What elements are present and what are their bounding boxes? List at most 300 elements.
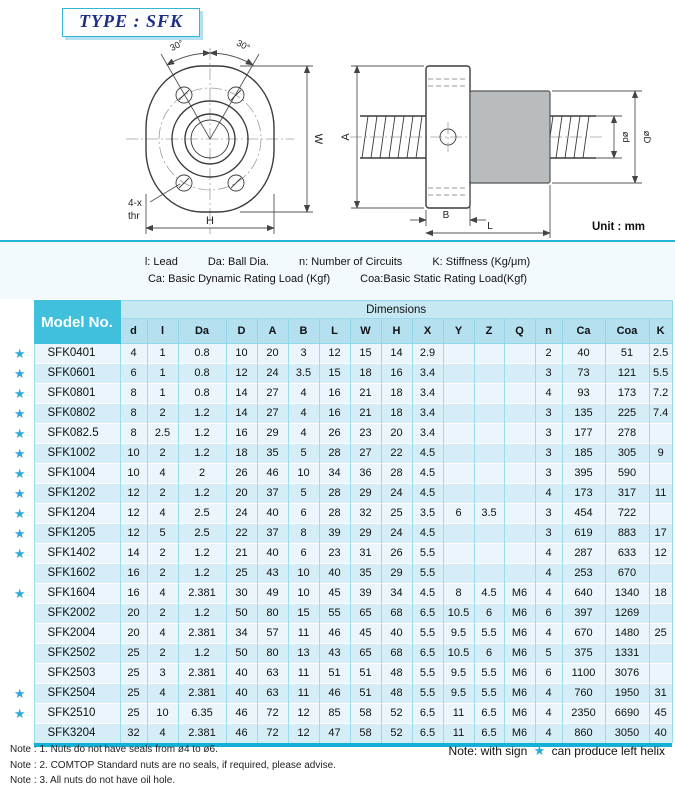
dimension-value: 8: [120, 424, 147, 444]
dimension-value: 24: [226, 504, 257, 524]
dimension-value: 633: [605, 544, 649, 564]
dimension-value: 2.381: [178, 724, 226, 744]
dimension-value: 1950: [605, 684, 649, 704]
dimension-value: 173: [605, 384, 649, 404]
dimension-value: 52: [381, 704, 412, 724]
dimension-value: 29: [381, 564, 412, 584]
table-row: [6, 484, 672, 504]
table-row: [6, 644, 672, 664]
h-dim-label: H: [206, 215, 214, 227]
dimension-value: 28: [381, 464, 412, 484]
dimension-value: [649, 504, 672, 524]
dimension-value: 1: [147, 344, 178, 364]
star-placeholder: [6, 604, 34, 624]
dimension-value: 3: [288, 344, 319, 364]
dimension-value: 20: [120, 604, 147, 624]
flange-front-view-drawing: [100, 34, 350, 239]
model-number: SFK1202: [34, 484, 120, 504]
dimension-value: 1480: [605, 624, 649, 644]
dimension-value: 135: [562, 404, 605, 424]
dimension-value: 6: [535, 664, 562, 684]
dimension-value: 49: [257, 584, 288, 604]
dimension-value: 3: [147, 664, 178, 684]
dimension-value: 25: [381, 504, 412, 524]
model-number: SFK0802: [34, 404, 120, 424]
model-number: SFK2002: [34, 604, 120, 624]
dimension-value: 20: [226, 484, 257, 504]
table-row: [6, 724, 672, 744]
table-row: [6, 564, 672, 584]
dimension-value: [504, 544, 535, 564]
dimension-value: 2350: [562, 704, 605, 724]
notes-list: [10, 742, 336, 789]
dimension-value: [649, 424, 672, 444]
column-header-Da: Da: [178, 319, 226, 344]
b-dim-label: B: [442, 210, 450, 221]
dimension-value: 68: [381, 644, 412, 664]
dimension-value: [649, 644, 672, 664]
dimension-value: 34: [319, 464, 350, 484]
dimension-value: [443, 524, 474, 544]
dimension-value: 17: [649, 524, 672, 544]
table-row: [6, 364, 672, 384]
dimension-value: 3.4: [412, 404, 443, 424]
dimension-value: M6: [504, 724, 535, 744]
dimension-value: [504, 384, 535, 404]
dimension-value: M6: [504, 644, 535, 664]
dimension-value: 36: [350, 464, 381, 484]
dimension-value: 6.5: [412, 644, 443, 664]
dimension-value: 4: [535, 584, 562, 604]
dimension-value: M6: [504, 604, 535, 624]
legend-band: [0, 240, 675, 299]
dimension-value: [474, 404, 504, 424]
dimension-value: 80: [257, 604, 288, 624]
spec-table-body: [6, 344, 672, 744]
dimension-value: 25: [120, 644, 147, 664]
dimension-value: 2: [535, 344, 562, 364]
dimension-value: 8: [288, 524, 319, 544]
dimension-value: 225: [605, 404, 649, 424]
dimension-value: 3: [535, 424, 562, 444]
column-header-Q: Q: [504, 319, 535, 344]
angle-right-label: 30°: [235, 37, 252, 53]
legend-item: n: Number of Circuits: [299, 256, 403, 268]
dimension-value: 31: [649, 684, 672, 704]
dimension-value: 4: [288, 384, 319, 404]
dimension-value: 6: [288, 544, 319, 564]
dimension-value: 40: [319, 564, 350, 584]
left-helix-star-icon: ★: [6, 404, 34, 424]
column-header-K: K: [649, 319, 672, 344]
page-title: TYPE : SFK: [79, 11, 184, 31]
dimension-value: 29: [257, 424, 288, 444]
dimension-value: 619: [562, 524, 605, 544]
legend-item: Da: Ball Dia.: [207, 256, 269, 268]
dimension-value: [504, 504, 535, 524]
dimension-value: 185: [562, 444, 605, 464]
dimension-value: M6: [504, 624, 535, 644]
dimension-value: 10: [147, 704, 178, 724]
dimension-value: 25: [120, 704, 147, 724]
table-row: [6, 444, 672, 464]
dimension-value: 6: [535, 604, 562, 624]
dimension-value: 4: [535, 724, 562, 744]
dimension-value: [443, 564, 474, 584]
model-number: SFK1604: [34, 584, 120, 604]
dimension-value: 0.8: [178, 344, 226, 364]
dimension-value: 4: [288, 404, 319, 424]
dimension-value: M6: [504, 664, 535, 684]
model-number: SFK2502: [34, 644, 120, 664]
table-row: [6, 604, 672, 624]
dimension-value: 65: [350, 604, 381, 624]
dimension-value: 9: [649, 444, 672, 464]
dimension-value: 93: [562, 384, 605, 404]
dimension-value: 27: [257, 404, 288, 424]
dimension-value: 6.5: [474, 704, 504, 724]
dimension-value: 27: [257, 384, 288, 404]
column-header-L: L: [319, 319, 350, 344]
dimension-value: 31: [350, 544, 381, 564]
dimension-value: 48: [381, 684, 412, 704]
left-helix-star-icon: ★: [6, 524, 34, 544]
dimension-value: 50: [226, 644, 257, 664]
dimension-value: 25: [649, 624, 672, 644]
legend-item: Coa:Basic Static Rating Load(Kgf): [360, 273, 528, 285]
dimension-value: 883: [605, 524, 649, 544]
dimension-value: [504, 424, 535, 444]
dimension-value: 16: [120, 564, 147, 584]
dimension-value: 5: [535, 644, 562, 664]
dimension-value: 72: [257, 724, 288, 744]
dimension-value: 26: [226, 464, 257, 484]
dimension-value: 1.2: [178, 564, 226, 584]
dimension-value: 45: [350, 624, 381, 644]
spec-table-container: [6, 300, 675, 747]
dimension-value: 45: [649, 704, 672, 724]
dimension-value: 51: [605, 344, 649, 364]
dimension-value: 27: [350, 444, 381, 464]
dimension-value: 16: [319, 384, 350, 404]
star-placeholder: [6, 664, 34, 684]
star-placeholder: [6, 564, 34, 584]
dimension-value: [443, 344, 474, 364]
dimension-value: 3.4: [412, 424, 443, 444]
dimension-value: 395: [562, 464, 605, 484]
dimension-value: 47: [319, 724, 350, 744]
dimension-value: 2: [147, 484, 178, 504]
dimension-value: 18: [350, 364, 381, 384]
table-row: [6, 684, 672, 704]
dimension-value: 39: [350, 584, 381, 604]
dimension-value: 0.8: [178, 384, 226, 404]
dimension-value: 51: [350, 664, 381, 684]
left-helix-note: [449, 743, 665, 759]
dimension-value: 1: [147, 364, 178, 384]
dimension-value: 51: [319, 664, 350, 684]
dimension-value: 12: [288, 704, 319, 724]
dimension-value: 25: [226, 564, 257, 584]
dimension-value: 1.2: [178, 444, 226, 464]
model-number: SFK0801: [34, 384, 120, 404]
dimension-value: 590: [605, 464, 649, 484]
column-header-d: d: [120, 319, 147, 344]
dimension-value: 14: [381, 344, 412, 364]
dimension-value: 8: [443, 584, 474, 604]
dimension-value: 5.5: [412, 544, 443, 564]
dimension-value: 28: [319, 484, 350, 504]
model-number: SFK1205: [34, 524, 120, 544]
star-icon: ★: [533, 743, 546, 758]
dimension-value: 9.5: [443, 624, 474, 644]
dimension-value: 18: [381, 404, 412, 424]
page-title-box: [62, 8, 200, 37]
column-header-Y: Y: [443, 319, 474, 344]
dimension-value: 4: [147, 684, 178, 704]
dimension-value: [504, 484, 535, 504]
dimension-value: 12: [319, 344, 350, 364]
left-helix-star-icon: ★: [6, 344, 34, 364]
dimension-value: 37: [257, 484, 288, 504]
dimension-value: 29: [350, 524, 381, 544]
dimension-value: 4: [535, 384, 562, 404]
dimension-value: 253: [562, 564, 605, 584]
dimension-value: 4: [147, 584, 178, 604]
dimension-value: 40: [649, 724, 672, 744]
dimension-value: 10: [226, 344, 257, 364]
table-row: [6, 504, 672, 524]
dimension-value: 2.381: [178, 664, 226, 684]
dimension-value: 52: [381, 724, 412, 744]
dimension-value: 26: [319, 424, 350, 444]
dimension-value: 4: [147, 504, 178, 524]
dimension-value: 16: [319, 404, 350, 424]
dimension-value: 6: [288, 504, 319, 524]
dimension-value: 3: [535, 364, 562, 384]
dimension-value: 22: [226, 524, 257, 544]
dimensions-header: Dimensions: [120, 301, 672, 319]
dimension-value: 12: [288, 724, 319, 744]
dimension-value: 15: [350, 344, 381, 364]
dimension-value: 12: [226, 364, 257, 384]
dimension-value: [504, 564, 535, 584]
dimension-value: 40: [257, 504, 288, 524]
dimension-value: 1: [147, 384, 178, 404]
dimension-value: 34: [381, 584, 412, 604]
dimension-value: 1.2: [178, 604, 226, 624]
dimension-value: 5.5: [474, 664, 504, 684]
left-helix-note-prefix: Note: with sign: [448, 744, 528, 758]
dimension-value: 4: [535, 684, 562, 704]
model-number: SFK0401: [34, 344, 120, 364]
holes-thread-note: thr: [128, 211, 140, 222]
dimension-value: 25: [120, 684, 147, 704]
dimension-value: 4: [535, 544, 562, 564]
dimension-value: 3: [535, 504, 562, 524]
dimension-value: 305: [605, 444, 649, 464]
dimension-value: 10: [288, 584, 319, 604]
dimension-value: 278: [605, 424, 649, 444]
column-header-l: l: [147, 319, 178, 344]
dimension-value: 6: [474, 644, 504, 664]
dimension-value: [474, 544, 504, 564]
column-header-n: n: [535, 319, 562, 344]
dimension-value: [649, 664, 672, 684]
dimension-value: 26: [381, 544, 412, 564]
model-number: SFK0601: [34, 364, 120, 384]
left-helix-star-icon: ★: [6, 704, 34, 724]
dimension-value: 3.5: [288, 364, 319, 384]
dimension-value: [443, 484, 474, 504]
dimension-value: 5.5: [412, 684, 443, 704]
nut-body: [470, 91, 550, 183]
dimension-value: 12: [649, 544, 672, 564]
dimension-value: 5.5: [412, 624, 443, 644]
dimension-value: 46: [226, 704, 257, 724]
dimension-value: 173: [562, 484, 605, 504]
dimension-value: 1.2: [178, 424, 226, 444]
dimension-value: 37: [257, 524, 288, 544]
dimension-value: 14: [226, 404, 257, 424]
dimension-value: 16: [226, 424, 257, 444]
model-number: SFK1402: [34, 544, 120, 564]
table-row: [6, 344, 672, 364]
dimension-value: 20: [257, 344, 288, 364]
dimension-value: 3: [535, 444, 562, 464]
dimension-value: 5.5: [474, 684, 504, 704]
legend-line-2: [0, 273, 675, 285]
dimension-value: 46: [319, 684, 350, 704]
dimension-value: 11: [288, 684, 319, 704]
dimension-value: [443, 404, 474, 424]
dimension-value: 6690: [605, 704, 649, 724]
body-diameter-label: øD: [641, 130, 652, 144]
dimension-value: 670: [605, 564, 649, 584]
dimension-value: 3.5: [474, 504, 504, 524]
dimension-value: 3050: [605, 724, 649, 744]
dimension-value: 7.4: [649, 404, 672, 424]
holes-count-note: 4-x: [128, 198, 142, 209]
dimension-value: 1.2: [178, 404, 226, 424]
legend-item: l: Lead: [144, 256, 178, 268]
star-placeholder: [6, 624, 34, 644]
dimension-value: [474, 484, 504, 504]
dimension-value: 2.5: [178, 504, 226, 524]
dimension-value: 4: [535, 564, 562, 584]
left-helix-star-icon: ★: [6, 584, 34, 604]
header-row-1: [6, 301, 672, 319]
column-header-W: W: [350, 319, 381, 344]
dimension-value: 2.9: [412, 344, 443, 364]
dimension-value: 722: [605, 504, 649, 524]
dimension-value: 63: [257, 664, 288, 684]
table-row: [6, 624, 672, 644]
dimension-value: 73: [562, 364, 605, 384]
dimension-value: 24: [381, 484, 412, 504]
dimension-value: M6: [504, 584, 535, 604]
dimension-value: 3.5: [412, 504, 443, 524]
dimension-value: M6: [504, 704, 535, 724]
dimension-value: 58: [350, 704, 381, 724]
dimension-value: 18: [381, 384, 412, 404]
dimension-value: 1269: [605, 604, 649, 624]
dimension-value: 23: [319, 544, 350, 564]
dimension-value: [474, 344, 504, 364]
left-helix-note-suffix: can produce left helix: [551, 744, 665, 758]
left-helix-star-icon: ★: [6, 424, 34, 444]
dimension-value: 21: [350, 404, 381, 424]
dimension-value: M6: [504, 684, 535, 704]
dimension-value: 4.5: [412, 584, 443, 604]
dimension-value: 32: [120, 724, 147, 744]
dimension-value: 65: [350, 644, 381, 664]
dimension-value: 43: [319, 644, 350, 664]
table-row: [6, 584, 672, 604]
dimension-value: 4.5: [412, 484, 443, 504]
dimension-value: 3.4: [412, 364, 443, 384]
shaft-diameter-label: ød: [620, 131, 631, 143]
dimension-value: 11: [288, 664, 319, 684]
dimension-value: 4: [535, 624, 562, 644]
dimension-value: 4.5: [412, 524, 443, 544]
dimension-value: 35: [350, 564, 381, 584]
dimension-value: 4: [535, 484, 562, 504]
dimension-value: 16: [120, 584, 147, 604]
dimension-value: 2: [147, 644, 178, 664]
dimension-value: 10: [288, 564, 319, 584]
star-placeholder: [6, 644, 34, 664]
dimension-value: 397: [562, 604, 605, 624]
table-row: [6, 704, 672, 724]
dimension-value: 58: [350, 724, 381, 744]
dimension-value: 18: [226, 444, 257, 464]
dimension-value: 3076: [605, 664, 649, 684]
table-row: [6, 384, 672, 404]
dimension-value: 6: [474, 604, 504, 624]
table-row: [6, 544, 672, 564]
dimension-value: 1100: [562, 664, 605, 684]
dimension-value: [443, 364, 474, 384]
dimension-value: 10.5: [443, 604, 474, 624]
table-row: [6, 664, 672, 684]
dimension-value: 2: [178, 464, 226, 484]
note-line: Note : 2. COMTOP Standard nuts are no seals, if required, please advise.: [10, 759, 336, 771]
model-number: SFK1204: [34, 504, 120, 524]
dimension-value: 1.2: [178, 484, 226, 504]
table-row: [6, 464, 672, 484]
dimension-value: 3: [535, 524, 562, 544]
dimension-value: 50: [226, 604, 257, 624]
dimension-value: 287: [562, 544, 605, 564]
dimension-value: 40: [562, 344, 605, 364]
dimension-value: 15: [319, 364, 350, 384]
star-column-header: [6, 301, 34, 344]
dimension-value: [649, 564, 672, 584]
unit-label: Unit : mm: [592, 221, 646, 233]
dimension-value: 10: [120, 444, 147, 464]
dimension-value: 40: [226, 664, 257, 684]
dimension-value: 63: [257, 684, 288, 704]
dimension-value: 30: [226, 584, 257, 604]
model-number: SFK1602: [34, 564, 120, 584]
star-placeholder: [6, 724, 34, 744]
dimension-value: 3: [535, 404, 562, 424]
dimension-value: 2: [147, 604, 178, 624]
dimension-value: [504, 444, 535, 464]
dimension-value: 5.5: [412, 564, 443, 584]
dimension-value: 760: [562, 684, 605, 704]
